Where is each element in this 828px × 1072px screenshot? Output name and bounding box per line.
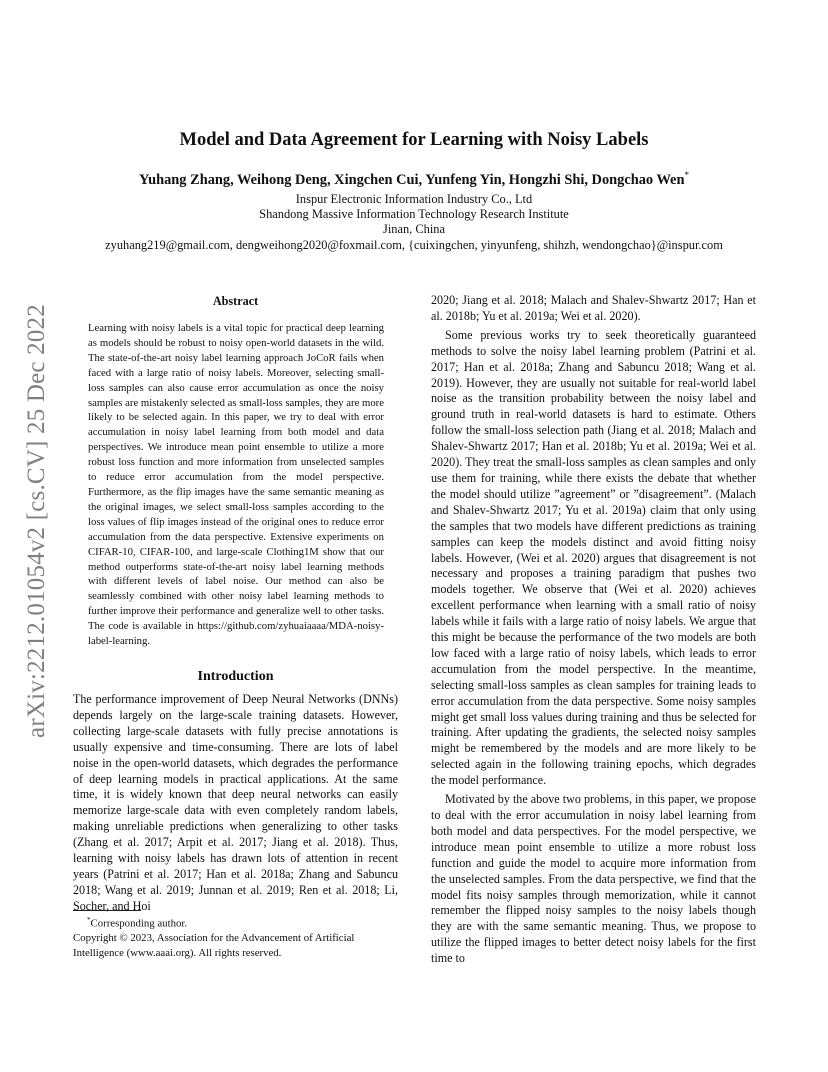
citation-continuation: 2020; Jiang et al. 2018; Malach and Shalev-Shwartz 2017; Han et al. 2018b; Yu et al. 2019a; Wei et al. 2020).	[431, 293, 756, 323]
introduction-heading: Introduction	[197, 669, 274, 684]
affiliation-line: Shandong Massive Information Technology Research Institute	[259, 207, 569, 222]
motivation-paragraph: Motivated by the above two problems, in this paper, we propose to deal with the error accumulation in noisy label learning from both model and data perspectives. For the model perspective, we introduce mean point ensemble to utilize a more robust loss function and guide the model to acquire more information from the unselected samples. From the data perspective, we find that the model fits noisy samples through memorization, while it cannot remember the flipped noisy samples to the noisy labels though they are with the same semantic meaning. Thus, we propose to utilize the flipped images to better detect noisy labels for the first time to	[431, 792, 756, 966]
related-work-paragraph: Some previous works try to seek theoretically guaranteed methods to solve the noisy label learning problem (Patrini et al. 2017; Han et al. 2018a; Zhang and Sabuncu 2018; Wang et al. 2019). However, they are usually not suitable for real-world label noise as the transition probability between the noisy label and ground truth in real-world datasets is hard to estimate. Others follow the small-loss selection path (Jiang et al. 2018; Malach and Shalev-Shwartz 2017; Han et al. 2018b; Yu et al. 2019a; Wei et al. 2020). They treat the small-loss samples as clean samples and only use them for training, while there exists the debate that whether the model should utilize ”agreement” or ”disagreement”. (Malach and Shalev-Shwartz 2017; Yu et al. 2019a) claim that only using the samples that two models have different predictions as training samples can keep the models distinct and avoid fitting noisy labels. However, (Wei et al. 2020) argues that disagreement is not necessary and proposes a training paradigm that pushes two models together. We observe that (Wei et al. 2020) achieves excellent performance when learning with a small ratio of noisy labels while it fails with a large ratio of noisy labels. We argue that this might be because the performance of the two models are both low faced with a large ratio of noisy labels, which leads to error accumulation from the model perspective. In the meantime, selecting small-loss samples as clean samples for training leads to error accumulation from the data perspective. Some noisy samples might get small loss values during training and thus be selected for training. After updating the gradients, the selected noisy samples might be remembered by the models and are more likely to be selected again in the following training epochs, which degrades the model performance.	[431, 327, 756, 788]
affiliation-block	[40, 192, 788, 253]
abstract-body	[88, 321, 384, 649]
author-emails: zyuhang219@gmail.com, dengweihong2020@foxmail.com, {cuixingchen, yinyunfeng, shihzh, wendongchao}@inspur.com	[105, 237, 723, 252]
abstract-heading: Abstract	[212, 294, 259, 308]
affiliation-line: Inspur Electronic Information Industry Co., Ltd	[295, 192, 533, 206]
introduction-body	[73, 692, 398, 915]
right-column	[431, 293, 756, 967]
paper-title: Model and Data Agreement for Learning with Noisy Labels	[179, 130, 649, 150]
arxiv-identifier-text: arXiv:2212.01054v2 [cs.CV] 25 Dec 2022	[23, 304, 51, 738]
corresponding-author-footnote	[73, 913, 398, 931]
author-names: Yuhang Zhang, Weihong Deng, Xingchen Cui, Yunfeng Yin, Hongzhi Shi, Dongchao Wen	[139, 171, 685, 188]
affiliation-line: Jinan, China	[383, 222, 445, 237]
footnote-mark: *	[87, 916, 91, 924]
introduction-paragraph: The performance improvement of Deep Neural Networks (DNNs) depends largely on the large-scale training datasets. However, collecting large-scale datasets with fully precise annotations is usually expensive and time-consuming. There are lots of label noise in the open-world datasets, which degrades the performance of deep learning models in practical applications. At the same time, it is widely known that deep neural networks can easily memorize large-scale data with even completely random labels, making unreliable predictions when generalizing to other tasks (Zhang et al. 2017; Arpit et al. 2017; Jiang et al. 2018). Thus, learning with noisy labels has drawn lots of attention in recent years (Patrini et al. 2017; Han et al. 2018a; Zhang and Sabuncu 2018; Wang et al. 2019; Junnan et al. 2019; Ren et al. 2018; Li, Socher, and Hoi	[73, 692, 398, 913]
arxiv-identifier-stamp	[14, 286, 60, 756]
abstract-text: Learning with noisy labels is a vital topic for practical deep learning as models should be robust to noisy open-world datasets in the wild. The state-of-the-art noisy label learning approach JoCoR fails when faced with a large ratio of noisy labels. Moreover, selecting small-loss samples can also cause error accumulation as once the noisy samples are mistakenly selected as small-loss samples, they are more likely to be selected again. In this paper, we try to deal with error accumulation in noisy label learning from both model and data perspectives. We introduce mean point ensemble to utilize a more robust loss function and more information from unselected samples to reduce error accumulation from the model perspective. Furthermore, as the flip images have the same semantic meaning as the original images, we select small-loss samples according to the loss values of flip images instead of the original ones to reduce error accumulation from the data perspective. Extensive experiments on CIFAR-10, CIFAR-100, and large-scale Clothing1M show that our method outperforms state-of-the-art noisy label learning methods with different levels of label noise. Our method can also be seamlessly combined with other noisy label learning methods to further improve their performance and generalize well to other tasks. The code is available in https://github.com/zyhuaiaaaa/MDA-noisy-label-learning.	[88, 322, 384, 648]
copyright-notice: Copyright © 2023, Association for the Advancement of Artificial Intelligence (www.aaai.org). All rights reserved.	[73, 932, 355, 959]
corresponding-author-mark: *	[684, 170, 689, 180]
footnote-block	[73, 913, 398, 961]
author-list	[60, 170, 768, 189]
footnote-text: Corresponding author.	[90, 917, 188, 930]
footnote-rule	[73, 910, 141, 911]
